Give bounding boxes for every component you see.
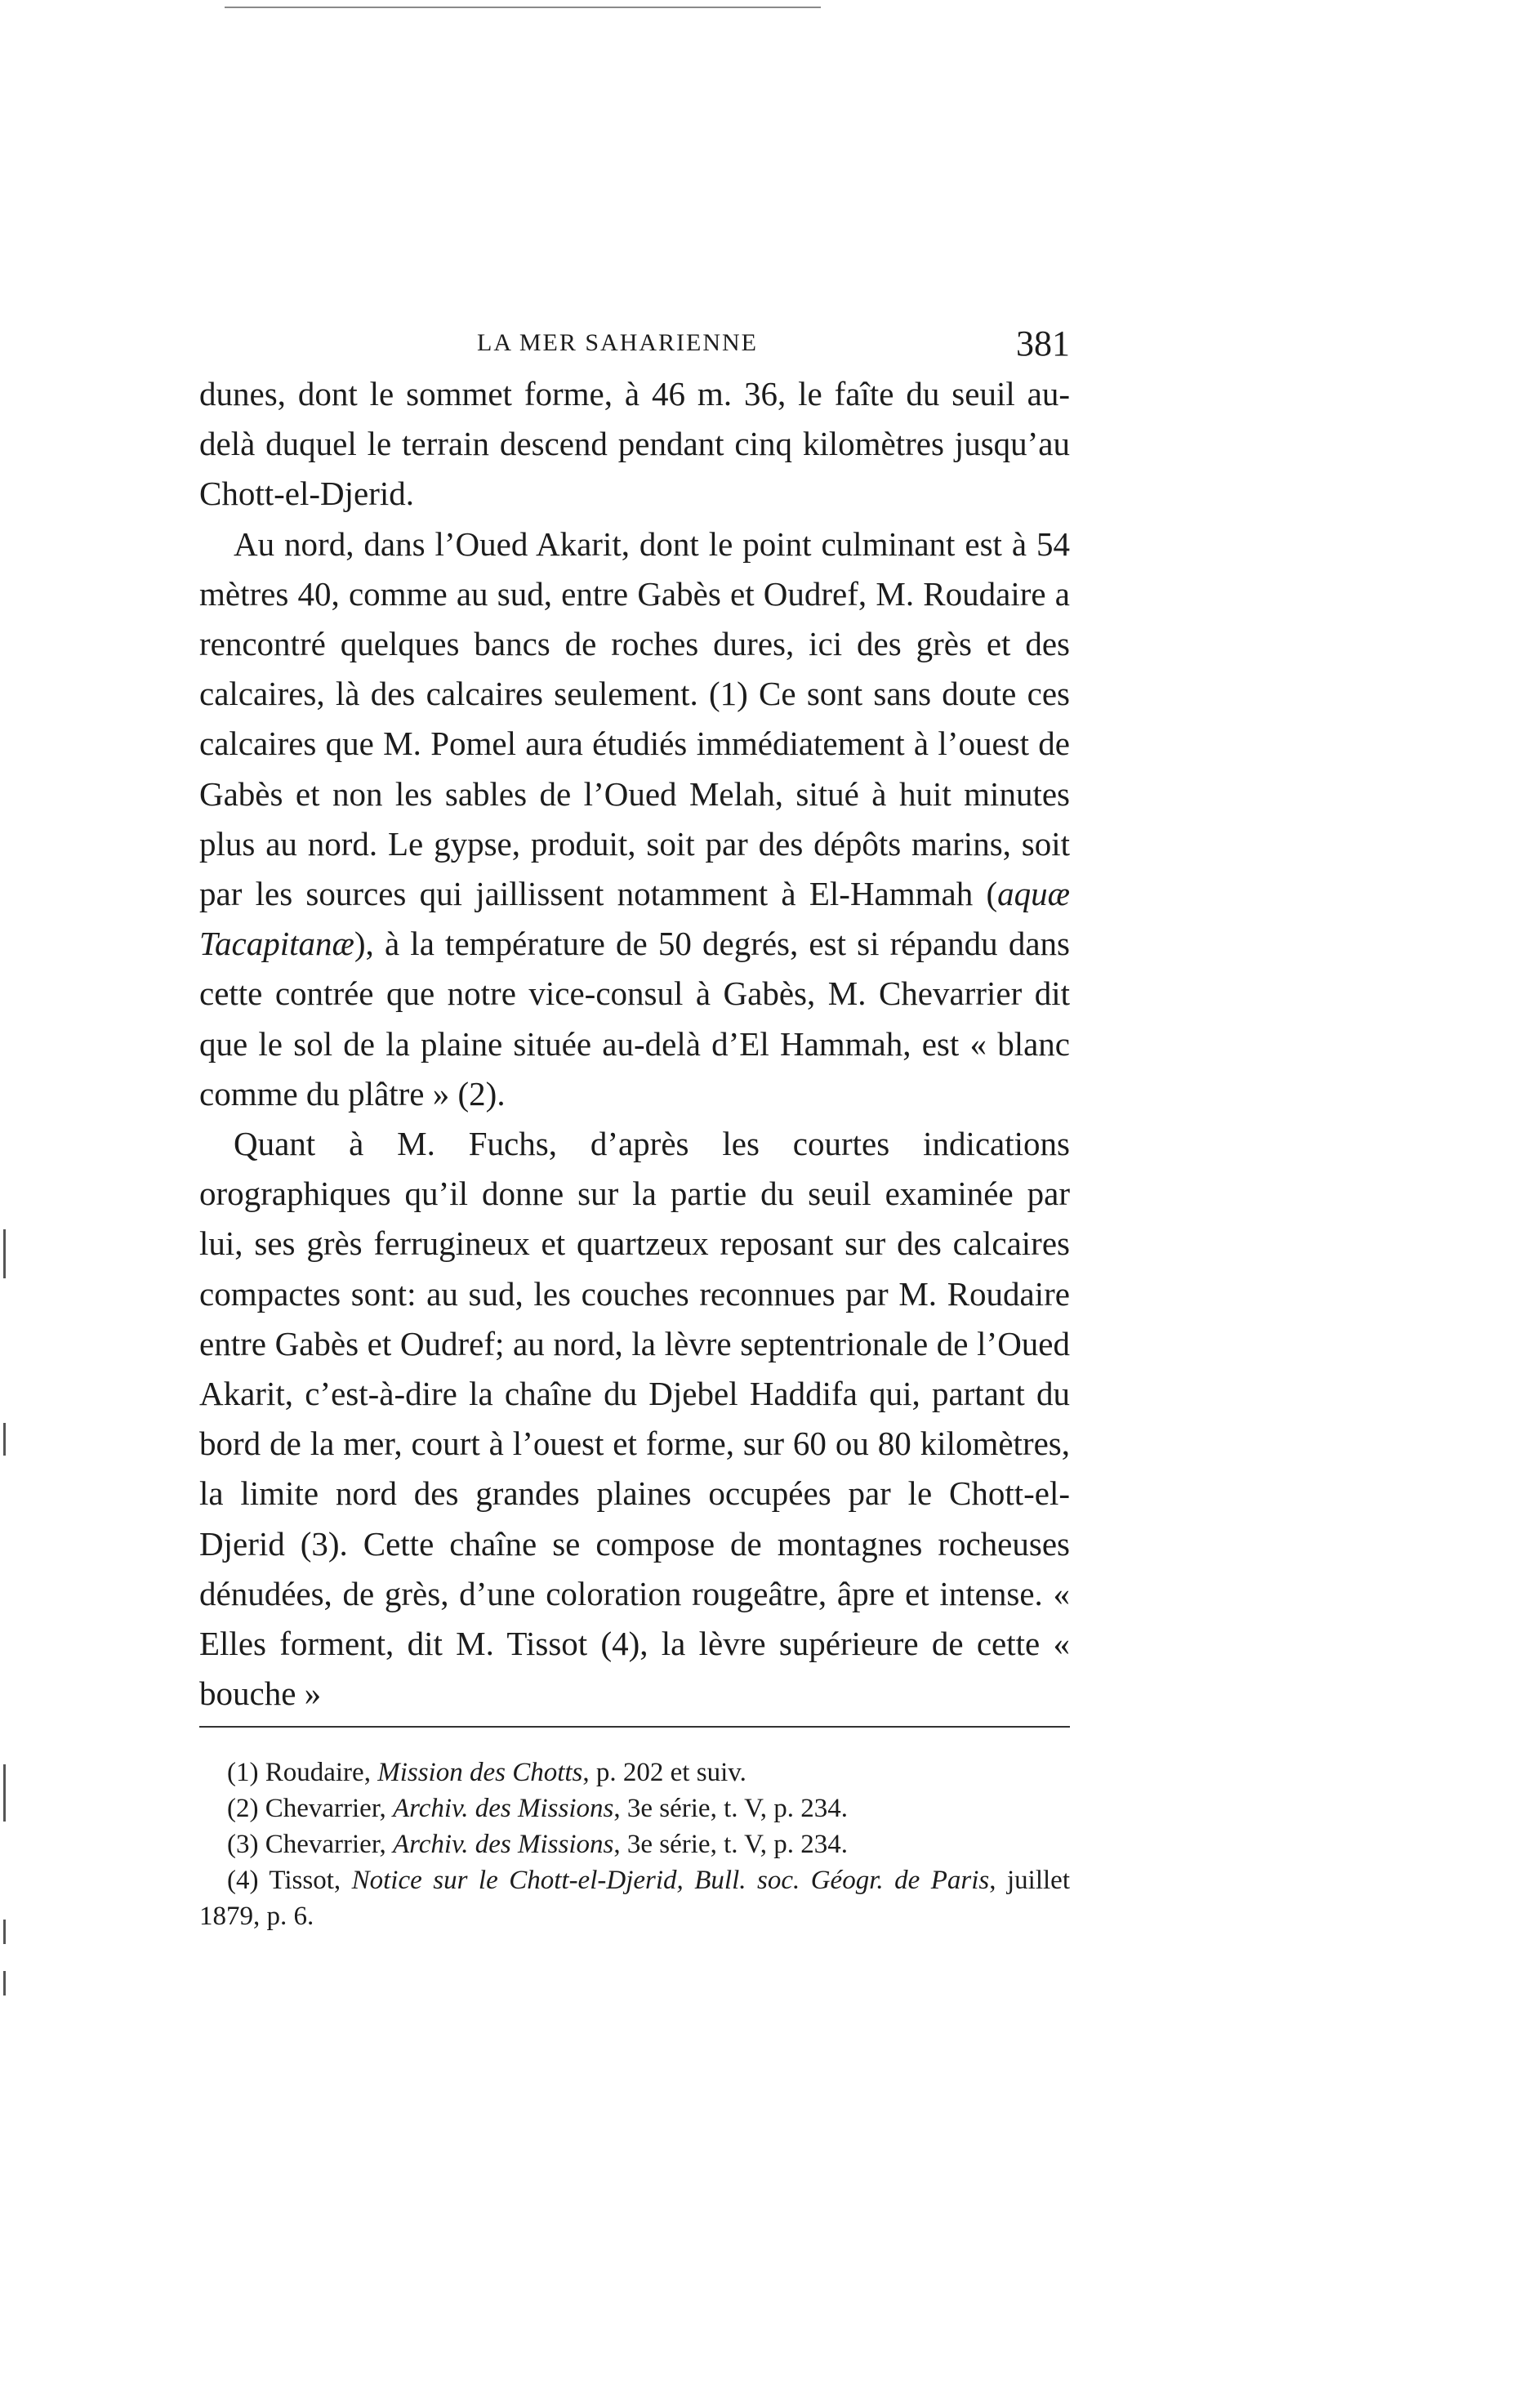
scan-edge-rule [225,7,821,8]
footnote-2-text: (2) Chevarrier, [227,1794,393,1823]
footnote-1-title: Mission des Chotts [377,1758,583,1787]
running-title: LA MER SAHARIENNE [477,329,759,356]
paragraph-3 [199,1119,1070,1719]
footnote-4 [199,1862,1070,1934]
footnote-4-ref: , juillet 1879, p. 6. [199,1866,1070,1931]
footnote-4-title: Notice sur le Chott-el-Djerid, Bull. soc. Géogr. de Paris [351,1866,990,1895]
footnote-2-title: Archiv. des Missions [393,1794,614,1823]
footnote-2 [199,1790,1070,1826]
paragraph-2 [199,520,1070,1119]
page-number: 381 [1016,323,1070,363]
footnote-4-text: (4) Tissot, [227,1866,352,1895]
footnote-1-text: (1) Roudaire, [227,1758,378,1787]
paragraph-1 [199,369,1070,520]
paragraph-2-text-b: ), à la température de 50 degrés, est si répandu dans cette contrée que notre vice-consul à Gabès, M. Chevarrier dit que le sol de la plaine située au-delà d’El Hammah, est « blanc comme du plâtre » (2). [199,925,1070,1113]
paragraph-3-text: Quant à M. Fuchs, d’après les courtes indications orographiques qu’il donne sur la partie du seuil examinée par lui, ses grès ferrugineux et quartzeux reposant sur des calcaires compactes sont: au sud, les couches reconnues par M. Roudaire entre Gabès et Oudref; au nord, la lèvre septentrionale de l’Oued Akarit, c’est-à-dire la chaîne du Djebel Haddifa qui, partant du bord de la mer, court à l’ouest et forme, sur 60 ou 80 kilomètres, la limite nord des grandes plaines occupées par le Chott-el-Djerid (3). Cette chaîne se compose de montagnes rocheuses dénudées, de grès, d’une coloration rougeâtre, âpre et intense. « Elles forment, dit M. Tissot (4), la lèvre supérieure de cette « bouche » [199,1125,1070,1713]
footnote-3-text: (3) Chevarrier, [227,1830,393,1859]
footnote-1-ref: , p. 202 et suiv. [582,1758,746,1787]
margin-scan-mark [3,1229,6,1278]
footnotes [199,1755,1070,1934]
margin-scan-mark [3,1423,6,1456]
footnote-3-title: Archiv. des Missions [393,1830,614,1859]
running-head [199,323,1070,372]
footnote-3-ref: , 3e série, t. V, p. 234. [613,1830,848,1859]
footnote-divider [199,1726,1070,1728]
margin-scan-mark [3,1920,6,1944]
footnote-2-ref: , 3e série, t. V, p. 234. [613,1794,848,1823]
footnote-3 [199,1826,1070,1862]
body-text [199,369,1070,1719]
paragraph-2-italic: aquæ Tacapitanæ [199,875,1070,963]
paragraph-2-text-a: Au nord, dans l’Oued Akarit, dont le point culminant est à 54 mètres 40, comme au sud, entre Gabès et Oudref, M. Roudaire a rencontré quelques bancs de roches dures, ici des grès et des calcaires, là des calcaires seulement. (1) Ce sont sans doute ces calcaires que M. Pomel aura étudiés immédiatement à l’ouest de Gabès et non les sables de l’Oued Melah, situé à huit minutes plus au nord. Le gypse, produit, soit par des dépôts marins, soit par les sources qui jaillissent notamment à El-Hammah ( [199,524,1070,913]
footnote-1 [199,1755,1070,1790]
margin-scan-mark [3,1764,6,1822]
margin-scan-mark [3,1971,6,1996]
paragraph-1-text: dunes, dont le sommet forme, à 46 m. 36, le faîte du seuil au-delà duquel le terrain descend pendant cinq kilomètres jusqu’au Chott-el-Djerid. [199,375,1070,513]
